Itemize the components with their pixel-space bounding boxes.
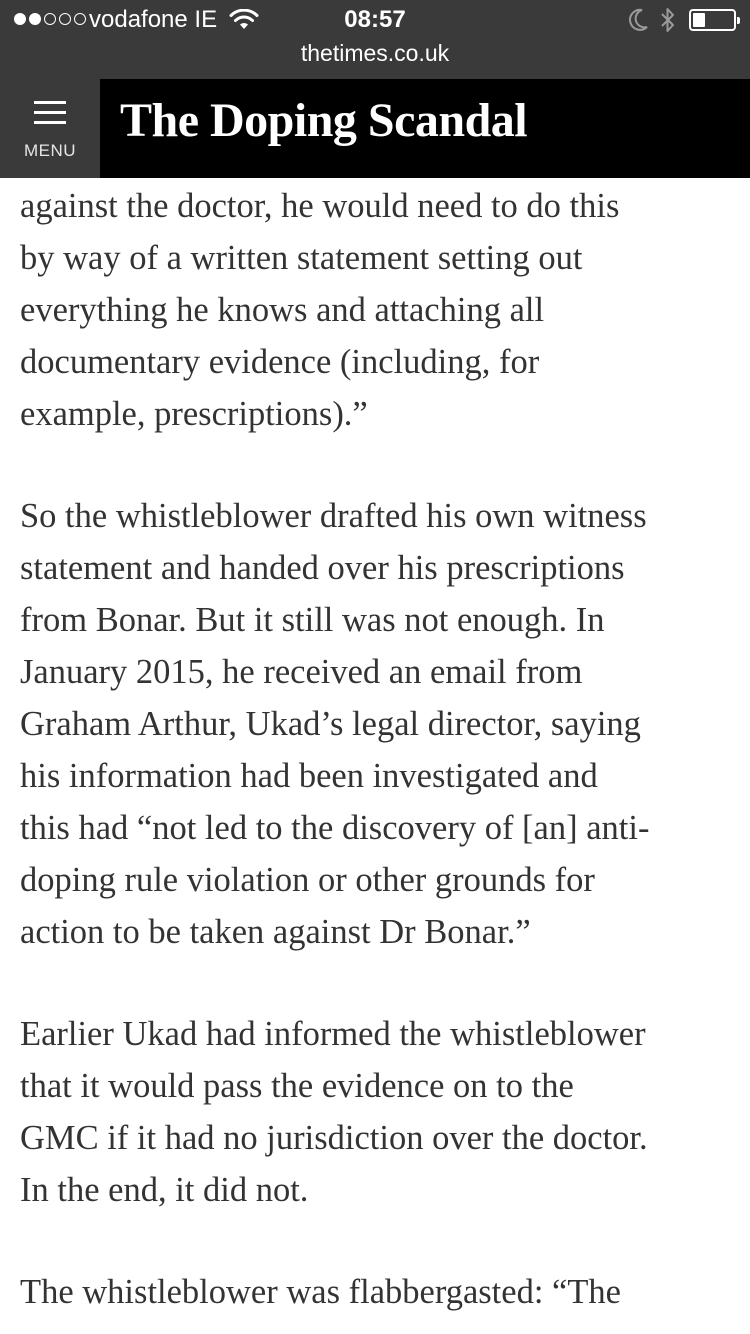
paragraph-line: by way of a written statement setting out [20,239,583,277]
paragraph-line: statement and handed over his prescriptions [20,549,625,587]
battery-icon [689,9,736,31]
status-bar [0,0,750,40]
bluetooth-icon [660,6,676,34]
paragraph-line: documentary evidence (including, for [20,343,540,381]
article-body [20,178,732,1318]
paragraph-line: action to be taken against Dr Bonar.” [20,913,531,951]
paragraph-line: In the end, it did not. [20,1171,309,1209]
paragraph-line: So the whistleblower drafted his own witness [20,497,647,535]
paragraph-line: everything he knows and attaching all [20,291,545,329]
article-paragraph [20,1008,732,1216]
paragraph-line: doping rule violation or other grounds for [20,861,595,899]
paragraph-line: against the doctor, he would need to do this [20,187,620,225]
site-header [0,79,750,178]
article-paragraph [20,180,732,440]
menu-button[interactable] [0,79,100,178]
carrier-name: vodafone IE [89,6,218,33]
battery-nub [737,17,740,24]
do-not-disturb-moon-icon [629,8,649,32]
paragraph-line: Graham Arthur, Ukad’s legal director, saying [20,705,641,743]
battery-level-fill [693,13,705,27]
paragraph-line: his information had been investigated and [20,757,598,795]
paragraph-line: that it would pass the evidence on to the [20,1067,574,1105]
paragraph-line: from Bonar. But it still was not enough. In [20,601,605,639]
paragraph-line: GMC if it had no jurisdiction over the doctor. [20,1119,648,1157]
menu-label: MENU [23,141,77,160]
article-paragraph [20,1266,732,1318]
hamburger-menu-icon [34,101,66,131]
paragraph-line: Earlier Ukad had informed the whistleblower [20,1015,646,1053]
clock: 08:57 [344,6,406,33]
paragraph-line: this had “not led to the discovery of [an] anti- [20,809,650,847]
paragraph-line: example, prescriptions).” [20,395,368,433]
paragraph-line: The whistleblower was flabbergasted: “The [20,1273,621,1311]
article-paragraph [20,490,732,958]
browser-chrome [0,0,750,79]
section-title[interactable]: The Doping Scandal [120,94,528,147]
address-bar-url[interactable]: thetimes.co.uk [300,40,450,66]
paragraph-line: January 2015, he received an email from [20,653,583,691]
